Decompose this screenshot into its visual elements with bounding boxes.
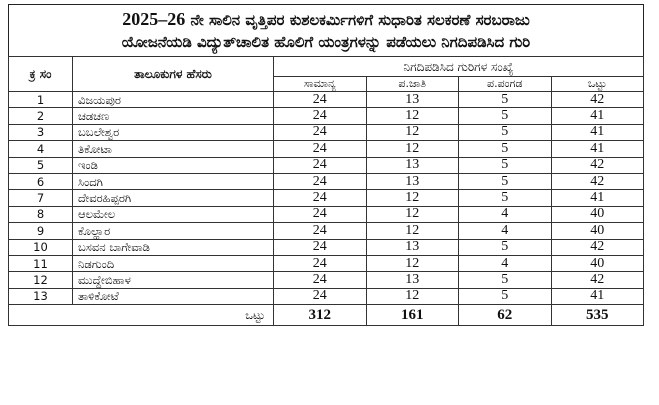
cell-serial-no: 3 — [9, 124, 73, 140]
cell-taluk-name: ಬಸವನ ಬಾಗೇವಾಡಿ — [73, 239, 274, 255]
cell-taluk-name: ಚಡಚಣ — [73, 108, 274, 124]
cell-taluk-name: ನಿಡಗುಂದಿ — [73, 255, 274, 271]
targets-table — [8, 56, 644, 326]
cell-total: 41 — [551, 124, 644, 140]
cell-taluk-name: ಆಲಮೇಲ — [73, 206, 274, 222]
cell-serial-no: 10 — [9, 239, 73, 255]
totals-row — [9, 305, 644, 326]
cell-sc: 12 — [366, 223, 459, 239]
cell-sc: 13 — [366, 92, 459, 108]
title-line-1-text: ನೇ ಸಾಲಿನ ವೃತ್ತಿಪರ ಕುಶಲಕರ್ಮಿಗಳಿಗೆ ಸುಧಾರಿತ ಸಲಕರಣೆ ಸರಬರಾಜು — [190, 11, 530, 29]
cell-general: 24 — [274, 92, 367, 108]
cell-serial-no: 9 — [9, 223, 73, 239]
cell-sc: 12 — [366, 108, 459, 124]
table-row — [9, 157, 644, 173]
cell-serial-no: 13 — [9, 288, 73, 304]
cell-serial-no: 5 — [9, 157, 73, 173]
total-grand: 535 — [551, 305, 644, 326]
cell-sc: 12 — [366, 255, 459, 271]
total-sc: 161 — [366, 305, 459, 326]
cell-taluk-name: ತಾಳಿಕೋಟೆ — [73, 288, 274, 304]
cell-general: 24 — [274, 288, 367, 304]
cell-total: 41 — [551, 190, 644, 206]
cell-general: 24 — [274, 108, 367, 124]
cell-total: 41 — [551, 288, 644, 304]
cell-total: 40 — [551, 255, 644, 271]
cell-st: 5 — [459, 141, 552, 157]
cell-total: 42 — [551, 157, 644, 173]
header-sc: ಪ.ಜಾತಿ — [366, 77, 459, 92]
cell-serial-no: 6 — [9, 173, 73, 189]
cell-taluk-name: ದೇವರಹಿಪ್ಪರಗಿ — [73, 190, 274, 206]
cell-total: 42 — [551, 272, 644, 288]
cell-sc: 12 — [366, 190, 459, 206]
cell-sc: 13 — [366, 173, 459, 189]
title-year: 2025–26 — [122, 9, 186, 29]
cell-st: 4 — [459, 206, 552, 222]
cell-serial-no: 4 — [9, 141, 73, 157]
header-general: ಸಾಮಾನ್ಯ — [274, 77, 367, 92]
table-row — [9, 141, 644, 157]
cell-total: 40 — [551, 223, 644, 239]
cell-total: 42 — [551, 239, 644, 255]
cell-sc: 13 — [366, 157, 459, 173]
cell-serial-no: 8 — [9, 206, 73, 222]
cell-general: 24 — [274, 124, 367, 140]
header-targets-group: ನಿಗದಿಪಡಿಸಿದ ಗುರಿಗಳ ಸಂಖ್ಯೆ — [274, 57, 644, 77]
table-row — [9, 92, 644, 108]
cell-sc: 12 — [366, 124, 459, 140]
cell-general: 24 — [274, 157, 367, 173]
cell-taluk-name: ಮುದ್ದೇಬಿಹಾಳ — [73, 272, 274, 288]
cell-sc: 12 — [366, 206, 459, 222]
cell-taluk-name: ತಿಕೋಟಾ — [73, 141, 274, 157]
title-line-1 — [122, 8, 529, 31]
cell-st: 5 — [459, 288, 552, 304]
header-st: ಪ.ಪಂಗಡ — [459, 77, 552, 92]
cell-st: 5 — [459, 272, 552, 288]
cell-serial-no: 1 — [9, 92, 73, 108]
title-line-2: ಯೋಜನೆಯಡಿ ವಿದ್ಯುತ್‌ಚಾಲಿತ ಹೊಲಿಗೆ ಯಂತ್ರಗಳನ್ನು ಪಡೆಯಲು ನಿಗದಿಪಡಿಸಿದ ಗುರಿ — [121, 33, 531, 51]
cell-general: 24 — [274, 239, 367, 255]
table-row — [9, 124, 644, 140]
table-row — [9, 173, 644, 189]
table-row — [9, 255, 644, 271]
cell-sc: 13 — [366, 272, 459, 288]
cell-st: 5 — [459, 92, 552, 108]
cell-serial-no: 7 — [9, 190, 73, 206]
document-title — [8, 4, 644, 56]
cell-taluk-name: ಇಂಡಿ — [73, 157, 274, 173]
cell-taluk-name: ಕೊಲ್ಹಾರ — [73, 223, 274, 239]
table-row — [9, 190, 644, 206]
cell-st: 5 — [459, 108, 552, 124]
table-row — [9, 288, 644, 304]
cell-general: 24 — [274, 206, 367, 222]
total-st: 62 — [459, 305, 552, 326]
cell-general: 24 — [274, 255, 367, 271]
cell-sc: 13 — [366, 239, 459, 255]
cell-serial-no: 11 — [9, 255, 73, 271]
cell-taluk-name: ವಿಜಯಪುರ — [73, 92, 274, 108]
cell-general: 24 — [274, 190, 367, 206]
total-general: 312 — [274, 305, 367, 326]
document — [8, 4, 644, 326]
cell-sc: 12 — [366, 141, 459, 157]
cell-st: 4 — [459, 255, 552, 271]
table-row — [9, 239, 644, 255]
header-total: ಒಟ್ಟು — [551, 77, 644, 92]
cell-st: 4 — [459, 223, 552, 239]
cell-sc: 12 — [366, 288, 459, 304]
table-row — [9, 223, 644, 239]
cell-taluk-name: ಬಬಲೇಶ್ವರ — [73, 124, 274, 140]
cell-total: 40 — [551, 206, 644, 222]
table-row — [9, 108, 644, 124]
cell-total: 41 — [551, 108, 644, 124]
cell-general: 24 — [274, 272, 367, 288]
cell-serial-no: 2 — [9, 108, 73, 124]
cell-st: 5 — [459, 190, 552, 206]
header-taluk-name: ತಾಲೂಕುಗಳ ಹೆಸರು — [73, 57, 274, 92]
cell-serial-no: 12 — [9, 272, 73, 288]
cell-st: 5 — [459, 239, 552, 255]
cell-st: 5 — [459, 157, 552, 173]
header-serial-no: ಕ್ರ ಸಂ — [9, 57, 73, 92]
cell-total: 41 — [551, 141, 644, 157]
table-row — [9, 272, 644, 288]
cell-general: 24 — [274, 223, 367, 239]
cell-general: 24 — [274, 141, 367, 157]
totals-label: ಒಟ್ಟು — [9, 305, 274, 326]
table-row — [9, 206, 644, 222]
cell-general: 24 — [274, 173, 367, 189]
cell-st: 5 — [459, 173, 552, 189]
cell-total: 42 — [551, 173, 644, 189]
cell-total: 42 — [551, 92, 644, 108]
cell-st: 5 — [459, 124, 552, 140]
cell-taluk-name: ಸಿಂದಗಿ — [73, 173, 274, 189]
